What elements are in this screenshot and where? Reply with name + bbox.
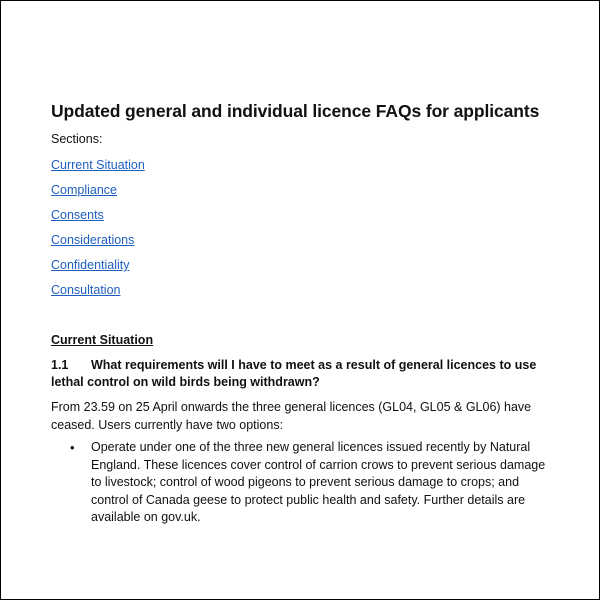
toc-link-current-situation[interactable]: Current Situation [51,158,145,172]
toc-link-considerations[interactable]: Considerations [51,233,135,247]
page-title: Updated general and individual licence FAQs for applicants [51,101,540,121]
question-1-1 [51,357,561,391]
toc-link-consultation[interactable]: Consultation [51,283,121,297]
toc-item-compliance [51,182,145,207]
question-text: What requirements will I have to meet as a result of general licences to use lethal control on wild birds being withdrawn? [51,358,537,389]
bullet-text: Operate under one of the three new general licences issued recently by Natural England. These licences cover control of carrion crows to prevent serious damage to livestock; control of wood pigeons to prevent serious damage to crops; and control of Canada geese to protect public health and safety. Further details are available on gov.uk. [91,440,546,524]
toc-item-consultation [51,282,145,307]
sections-label: Sections: [51,132,103,146]
toc-item-current-situation [51,157,145,182]
answer-intro: From 23.59 on 25 April onwards the three general licences (GL04, GL05 & GL06) have ceased. Users currently have two options: [51,400,532,432]
toc-item-consents [51,207,145,232]
toc-link-confidentiality[interactable]: Confidentiality [51,258,130,272]
toc-item-confidentiality [51,257,145,282]
toc-link-consents[interactable]: Consents [51,208,104,222]
toc-item-considerations [51,232,145,257]
bullet-item [51,439,561,527]
table-of-contents [51,157,145,307]
question-number: 1.1 [51,358,69,372]
bullet-marker: • [70,440,75,455]
toc-link-compliance[interactable]: Compliance [51,183,118,197]
section-heading-current-situation: Current Situation [51,333,154,347]
